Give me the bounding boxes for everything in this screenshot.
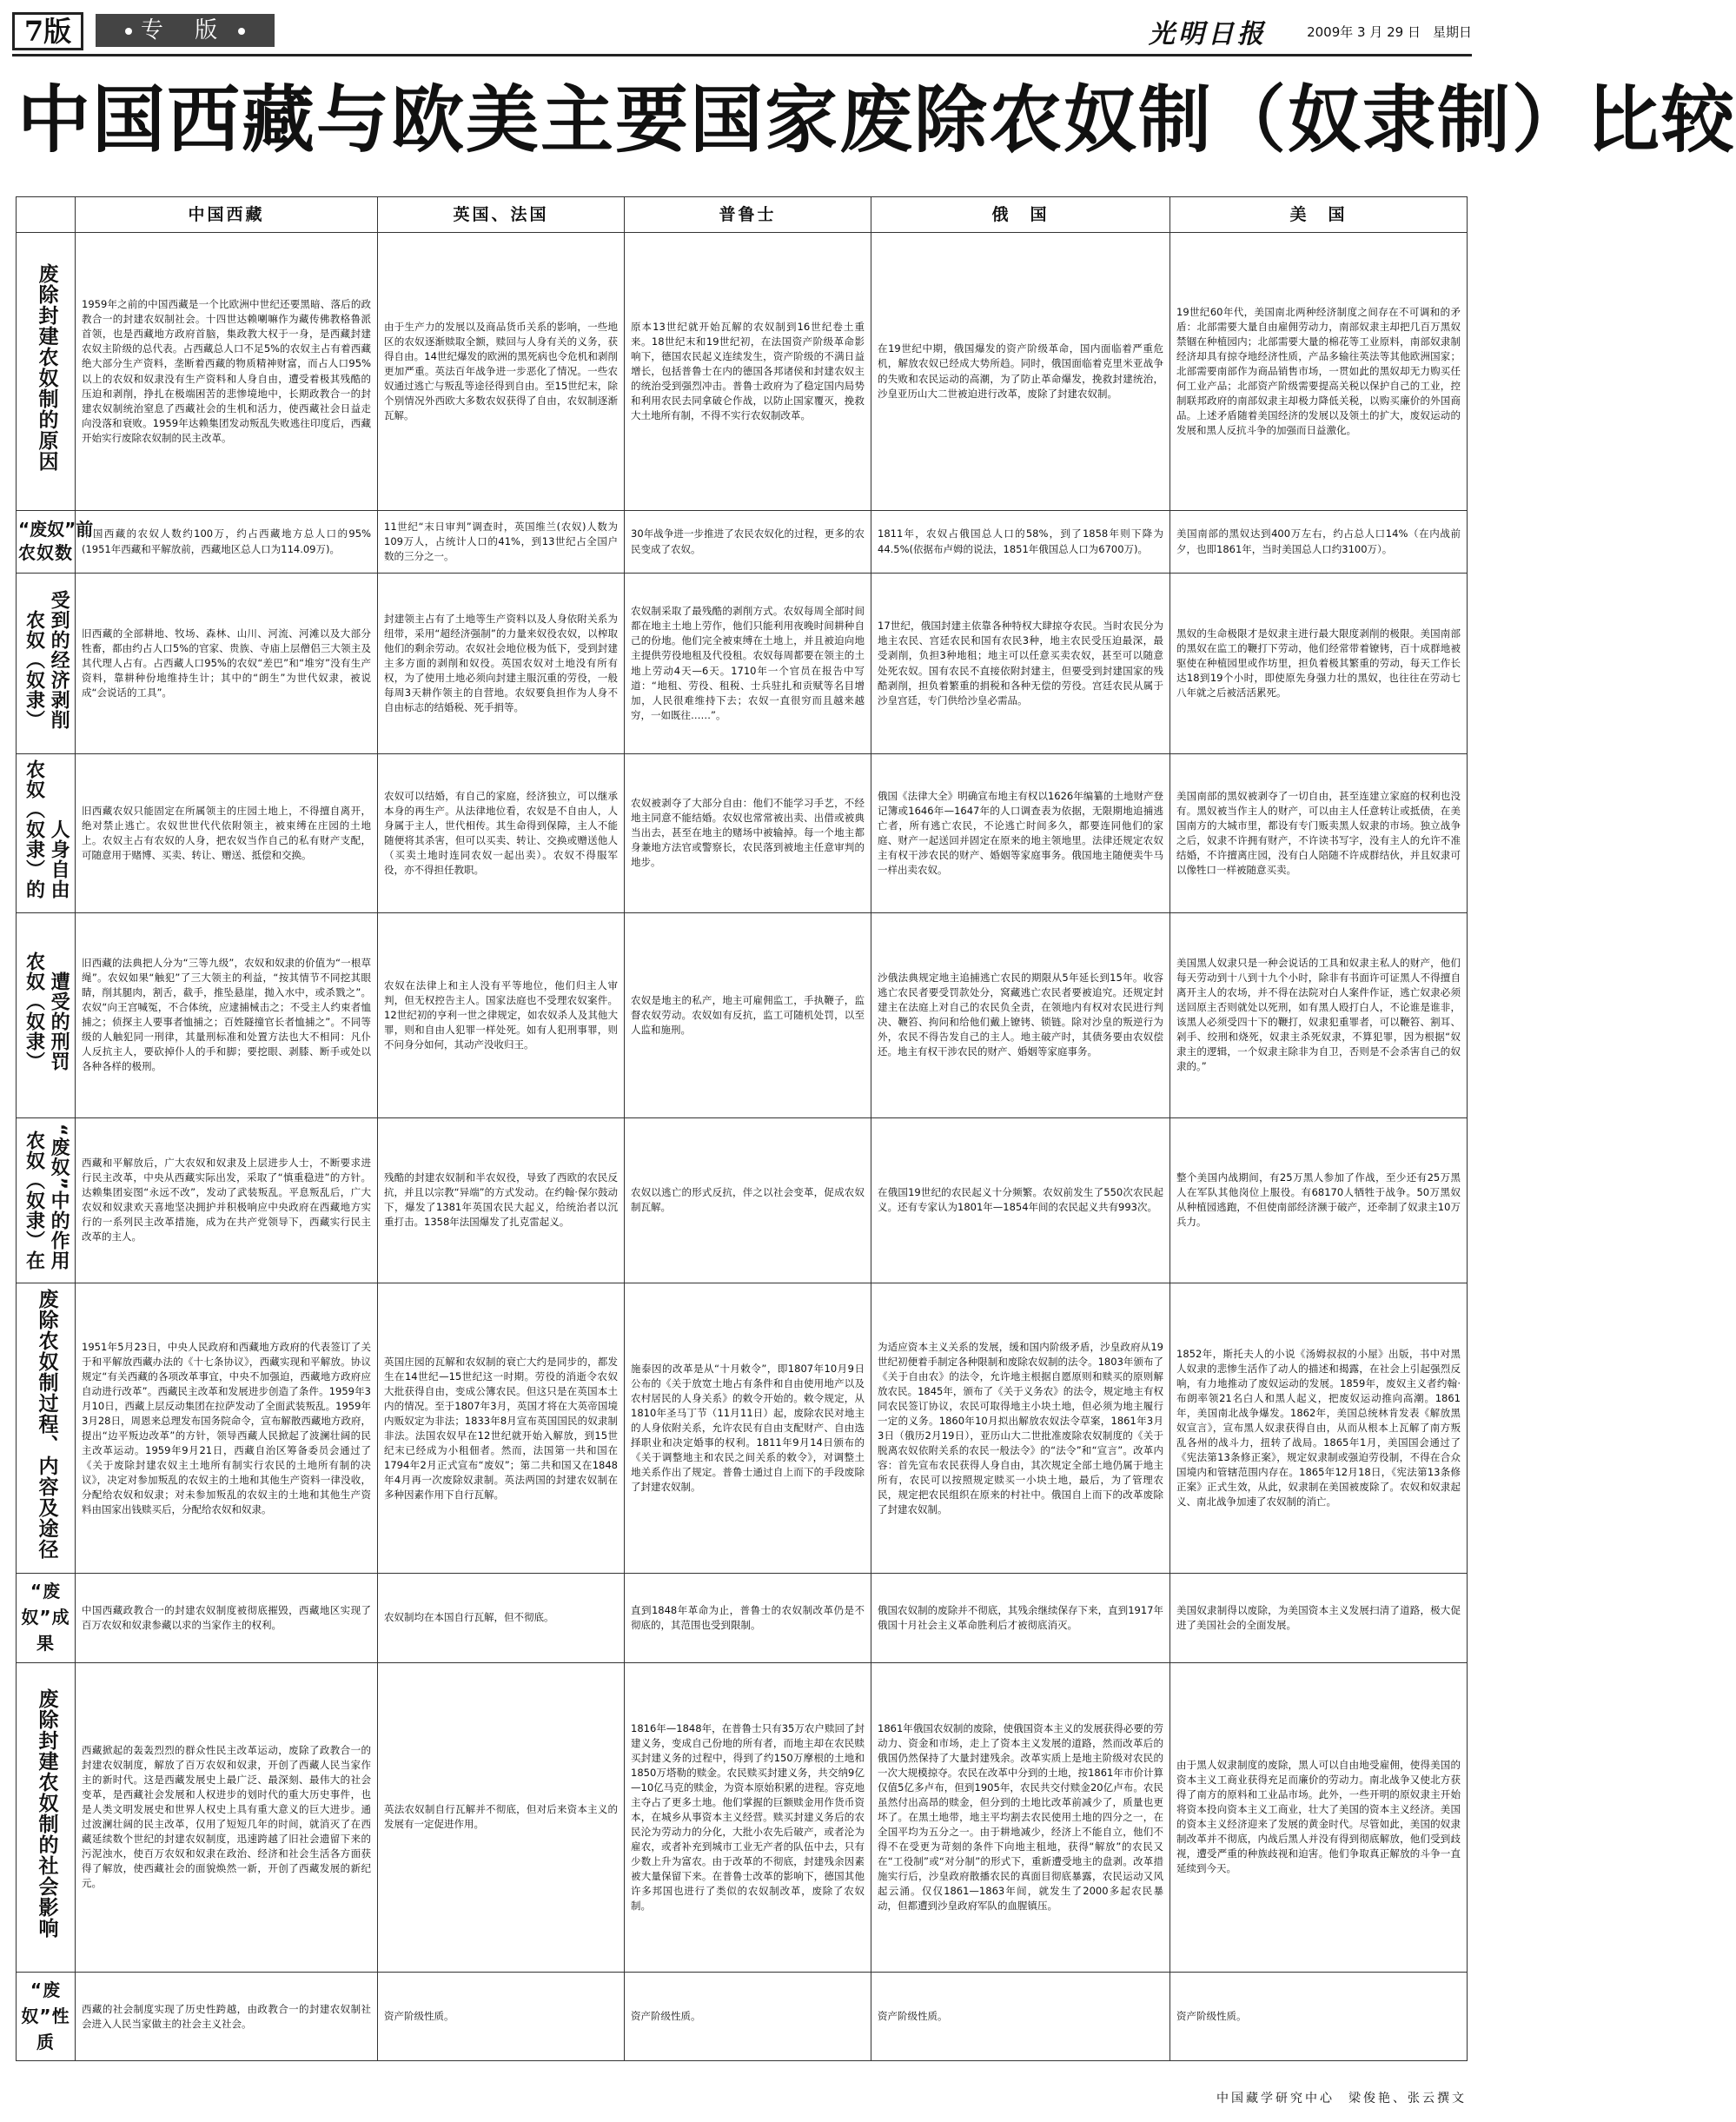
row-header (17, 1283, 76, 1574)
table-cell: 原本13世纪就开始瓦解的农奴制到16世纪卷土重来。18世纪末和19世纪初，在法国资产阶级革命影响下，德国农民起义连续发生，资产阶级的不满日益增长，包括普鲁士在内的德国各邦诸侯和封建农奴主的统治受到强烈冲击。普鲁士政府为了稳定国内局势和利用农民去同拿破仑作战，以防止国家覆灭，挽救大土地所有制，不得不实行农奴制改革。 (625, 233, 871, 511)
table-cell: 由于生产力的发展以及商品货币关系的影响，一些地区的农奴逐渐赎取全额，赎回与人身有关的义务，获得自由。14世纪爆发的欧洲的黑死病也令危机和剥削更加严重。英法百年战争进一步恶化了情况。一些农奴通过逃亡与叛乱等途径得到自由。至15世纪末，除个别情况外西欧大多数农奴获得了自由，农奴制逐渐瓦解。 (378, 233, 625, 511)
row-label: 废除农奴制过程、内容及途径 (35, 1289, 58, 1561)
table-row (17, 574, 1468, 754)
column-header: 普鲁士 (625, 197, 871, 233)
table-row (17, 511, 1468, 574)
row-label: “废奴”性质 (21, 1979, 70, 2052)
table-cell: 旧西藏的法典把人分为“三等九级”，农奴和奴隶的价值为“一根草绳”。农奴如果“触犯”了三大领主的利益，“按其情节不同挖其眼睛，削其腿肉，割舌，截手，推坠悬崖，抛入水中，或杀戮之”。农奴“向王宫喊冤，不合体统，应逮捕械击之；不受主人约束者恤捕之；侦探主人要事者恤捕之；百姓隧撞官长者恤捕之”。不同等级的人触犯同一刑律，其量刑标准和处置方法也大不相同：凡仆人反抗主人，要砍掉仆人的手和脚；要挖眼、剥膝、断手或处以各种各样的极刑。 (76, 912, 378, 1117)
table-cell: 17世纪，俄国封建主依靠各种特权大肆掠夺农民。当时农民分为地主农民、宫廷农民和国有农民3种，地主农民受压迫最深，最受剥削，负担3种地租；地主可以任意买卖农奴，甚至可以随意处死农奴。国有农民不直接依附封建主，但要受到封建国家的残酷剥削，担负着繁重的捐税和各种无偿的劳役。宫廷农民从属于沙皇宫廷，专门供给沙皇必需品。 (871, 574, 1170, 754)
table-cell: 19世纪60年代，美国南北两种经济制度之间存在不可调和的矛盾：北部需要大量自由雇佣劳动力，南部奴隶主却把几百万黑奴禁锢在种植园内；北部需要大量的棉花等工业原料，南部奴隶制经济却具有掠夺地经济性质，产品多输往英法等其他欧洲国家；北部需要南部作为商品销售市场，一贯如此的黑奴却无力购买任何工业产品；北部资产阶级需要提高关税以保护自己的工业，控制联邦政府的南部奴隶主却极力降低关税，以购买廉价的外国商品。上述矛盾随着美国经济的发展以及领土的扩大，废奴运动的发展和黑人反抗斗争的加强而日益激化。 (1170, 233, 1468, 511)
row-label-side: 农奴（奴隶） (23, 951, 45, 1071)
row-label-side: “废奴”中的作用 (48, 1123, 70, 1270)
table-cell: 残酷的封建农奴制和半农奴役，导致了西欧的农民反抗，并且以宗教“异端”的方式发动。在约翰·保尔鼓动下，爆发了1381年英国农民大起义，给统治者以沉重打击。1358年法国爆发了扎克雷起义。 (378, 1117, 625, 1283)
dot-icon (238, 28, 245, 35)
table-cell: 旧西藏农奴只能固定在所属领主的庄园土地上，不得擅自离开，绝对禁止逃亡。农奴世世代代依附领主，被束缚在庄园的土地上。农奴主占有农奴的人身，把农奴当作自己的私有财产支配，可随意用于赌博、买卖、转让、赠送、抵偿和交换。 (76, 754, 378, 913)
row-label: 农奴数 (18, 541, 73, 563)
page-number: 7版 (12, 12, 83, 50)
column-header: 美 国 (1170, 197, 1468, 233)
table-cell: 西藏掀起的轰轰烈烈的群众性民主改革运动，废除了政教合一的封建农奴制度，解放了百万农奴和奴隶，开创了西藏人民当家作主的新时代。这是西藏发展史上最广泛、最深刻、最伟大的社会变革，是西藏社会发展和人权进步的划时代的重大历史事件，也是人类文明发展史和世界人权史上具有重大意义的巨大进步。通过波澜壮阔的民主改革，仅用了短短几年的时间，就消灭了在西藏延续数个世纪的封建农奴制度，迅速跨越了旧社会遗留下来的污泥浊水，使百万农奴和奴隶在政治、经济和社会生活各方面获得了解放，使西藏社会的面貌焕然一新，开创了西藏发展的新纪元。 (76, 1662, 378, 1972)
table-row (17, 754, 1468, 913)
table-cell: 西藏和平解放后，广大农奴和奴隶及上层进步人士，不断要求进行民主改革，中央从西藏实际出发，采取了“慎重稳进”的方针。达赖集团妄图“永远不改”，发动了武装叛乱。平息叛乱后，广大农奴和奴隶欢天喜地坚决拥护并积极响应中央政府在西藏地方实行的一系列民主改革措施，成为在共产党领导下，西藏实行民主改革的主人。 (76, 1117, 378, 1283)
row-label: 农奴（奴隶）在 (23, 1130, 45, 1270)
column-header: 英国、法国 (378, 197, 625, 233)
table-cell: 英国庄园的瓦解和农奴制的衰亡大约是同步的，都发生在14世纪—15世纪这一时期。劳役的消逝令农奴大批获得自由，变成公簿农民。但这只是在英国本土内的情况。至于1807年3月，英国才将在大英帝国境内贩奴定为非法；1833年8月宣布英国国民的奴隶制非法。法国农奴早在12世纪就开始入解放，到15世纪末已经成为小租佃者。然而，法国第一共和国在1794年2月正式宣布“废奴”；第二共和国又在1848年4月再一次废除奴隶制。英法两国的封建农奴制在多种因素作用下自行瓦解。 (378, 1283, 625, 1574)
table-row (17, 1972, 1468, 2061)
table-cell: 农奴被剥夺了大部分自由：他们不能学习手艺，不经地主同意不能结婚。农奴也常常被出卖、出借或被典当出去，甚至在地主的赌场中被输掉。每一个地主都身兼地方法官或警察长，农民落到被地主任意审判的地步。 (625, 754, 871, 913)
table-cell: 美国南部的黑奴达到400万左右，约占总人口14%（在内战前夕，也即1861年，当时美国总人口约3100万）。 (1170, 511, 1468, 574)
row-label: 废除封建农奴制的原因 (35, 263, 58, 473)
table-cell: 1816年—1848年，在普鲁士只有35万农户赎回了封建义务，变成自己份地的所有者，而地主却在农民赎买封建义务的过程中，得到了约150万摩根的土地和1850万塔勒的赎金。农民赎买封建义务，共交纳9亿—10亿马克的赎金，为资本原始积累的进程。容克地主夺占了更多土地。他们掌握的巨额赎金用作货币资本，在城乡从事资本主义经营。赎买封建义务后的农民沦为劳动力的分化，大批小农先后破产，或者沦为雇农，或者补充到城市工业无产者的队伍中去，只有少数上升为富农。由于改革的不彻底，封建残余因素被大量保留下来。在普鲁士改革的影响下，德国其他许多邦国也进行了类似的农奴制改革，废除了农奴制。 (625, 1662, 871, 1972)
table-row (17, 1662, 1468, 1972)
row-header (17, 574, 76, 754)
table-cell: 西藏的社会制度实现了历史性跨越，由政教合一的封建农奴制社会进入人民当家做主的社会主义社会。 (76, 1972, 378, 2061)
row-header (17, 912, 76, 1117)
masthead (12, 12, 1472, 52)
table-cell: 11世纪“末日审判”调查时，英国维兰(农奴)人数为109万人，占统计人口的41%，到13世纪占全国户数的三分之一。 (378, 511, 625, 574)
table-cell: 资产阶级性质。 (871, 1972, 1170, 2061)
row-label: 遭受的刑罚 (48, 971, 70, 1071)
credit-authors: 梁俊艳、张云撰文 (1348, 2092, 1467, 2105)
table-cell: 农奴是地主的私产，地主可雇佣监工，手执鞭子，监督农奴劳动。农奴如有反抗，监工可随机处罚，以至人监和施刑。 (625, 912, 871, 1117)
table-cell: 1951年5月23日，中央人民政府和西藏地方政府的代表签订了关于和平解放西藏办法的《十七条协议》，西藏实现和平解放。协议规定“有关西藏的各项改革事宜，中央不加强迫，西藏地方政府应自动进行改革”。西藏民主改革和发展进步创造了条件。1959年3月10日，西藏上层反动集团在拉萨发动了全面武装叛乱。1959年3月28日，周恩来总理发布国务院命令，宣布解散西藏地方政府，提出“边平叛边改革”的方针，领导西藏人民掀起了波澜壮阔的民主改革运动。1959年9月21日，西藏自治区筹备委员会通过了《关于废除封建农奴主土地所有制实行农民的土地所有制的决议》，决定对参加叛乱的农奴主的土地和其他生产资料一律没收，分配给农奴和奴隶；对未参加叛乱的农奴主的土地和其他生产资料由国家出钱赎买后，分配给农奴和奴隶。 (76, 1283, 378, 1574)
comparison-table (16, 196, 1468, 2061)
row-label: “废奴”成果 (21, 1581, 70, 1654)
page-headline: 中国西藏与欧美主要国家废除农奴制（奴隶制）比较 (17, 77, 1736, 162)
row-label: 人身自由 (48, 819, 70, 899)
row-header (17, 233, 76, 511)
table-cell: 沙俄法典规定地主追捕逃亡农民的期限从5年延长到15年。收容逃亡农民者要受罚款处分，窝藏逃亡农民者要被追究。还规定封建主在法庭上对自己的农民负全责，在领地内有权对农民进行判决、鞭笞、拘问和给他们戴上镣铐、锁链。除对沙皇的叛逆行为外，农民不得告发自己的主人。地主破产时，其债务要由农奴偿还。地主有权干涉农民的财产、婚姻等家庭事务。 (871, 912, 1170, 1117)
issue-date: 2009年 3 月 29 日 (1307, 24, 1421, 40)
table-cell: 美国黑人奴隶只是一种会说话的工具和奴隶主私人的财产，他们每天劳动到十八到十九个小时，除非有书面许可证黑人不得擅自离开主人的农场，并不得在法院对白人案件作证，逃亡奴隶必须送回原主否则就处以死刑，如有黑人殴打白人，不论谁是谁非，该黑人必须受四十下的鞭打，奴隶犯重罪者，可以鞭笞、割耳、剁手、绞刑和烧死，奴隶主杀死奴隶，不算犯罪，因为根据“奴隶主的逻辑，一个奴隶主除非为自卫，否则是不会杀害自己的奴隶的。” (1170, 912, 1468, 1117)
dot-icon (125, 28, 132, 35)
row-header (17, 511, 94, 574)
table-row (17, 1117, 1468, 1283)
table-cell: 中国西藏政教合一的封建农奴制度被彻底摧毁，西藏地区实现了百万农奴和奴隶参藏以求的当家作主的权利。 (76, 1574, 378, 1663)
table-cell: 1959年之前的中国西藏是一个比欧洲中世纪还要黑暗、落后的政教合一的封建农奴制社会。十四世达赖喇嘛作为藏传佛教格鲁派首领，也是西藏地方政府首脑，集政教大权于一身，是西藏封建农奴主阶级的总代表。占西藏总人口不足5%的农奴主占有着西藏绝大部分生产资料，垄断着西藏的物质精神财富，而占人口95%以上的农奴和奴隶没有生产资料和人身自由，遭受着极其残酷的压迫和剥削，挣扎在极端困苦的悲惨境地中，长期政教合一的封建农奴制统治窒息了西藏社会的生机和活力，使西藏社会日益走向没落和衰败。1959年达赖集团发动叛乱失败逃往印度后，西藏开始实行废除农奴制的民主改革。 (76, 233, 378, 511)
table-cell: 整个美国内战期间，有25万黑人参加了作战，至少还有25万黑人在军队其他岗位上服役。有68170人牺牲于战争。50万黑奴从种植园逃跑，不但使南部经济濒于破产，还牵制了奴隶主10万兵力。 (1170, 1117, 1468, 1283)
table-cell: 在19世纪中期，俄国爆发的资产阶级革命，国内面临着严重危机，解放农奴已经成大势所趋。同时，俄国面临着克里米亚战争的失败和农民运动的高潮，为了防止革命爆发，挽救封建统治，沙皇亚历山大二世被迫进行改革，废除了封建农奴制。 (871, 233, 1170, 511)
table-cell: 封建领主占有了土地等生产资料以及人身依附关系为纽带，采用“超经济强制”的力量来奴役农奴，以榨取他们的剩余劳动。农奴社会地位极为低下，受到封建主多方面的剥削和奴役。英国农奴对土地没有所有权，为了使用土地必须向封建主服沉重的劳役，一般每周3天耕作领主的自营地。农奴要負担作为人身不自由标志的结婚税、死手捐等。 (378, 574, 625, 754)
newspaper-logo: 光明日报 (1149, 19, 1267, 50)
table-cell: 资产阶级性质。 (1170, 1972, 1468, 2061)
table-cell: 农奴可以结婚，有自己的家庭，经济独立，可以继承本身的再生产。从法律地位看，农奴是不自由人，人身属于主人，世代相传。其生命得到保障，主人不能随便将其杀害，但可以买卖、转让、交换或赠送他人（买卖土地时连同农奴一起出卖）。农奴不得服军役，亦不得担任教职。 (378, 754, 625, 913)
table-row (17, 1283, 1468, 1574)
date-line (1295, 23, 1472, 41)
table-cell: 资产阶级性质。 (378, 1972, 625, 2061)
row-label-top: “废奴”前 (18, 518, 94, 540)
table-cell: 俄国农奴制的废除并不彻底，其残余继续保存下来，直到1917年俄国十月社会主义革命胜利后才被彻底消灭。 (871, 1574, 1170, 1663)
table-cell: 旧西藏的全部耕地、牧场、森林、山川、河流、河滩以及大部分牲畜，都由约占人口5%的官家、贵族、寺庙上层僧侣三大领主及其代理人占有。占西藏人口95%的农奴“差巴”和“堆穷”没有生产资料，靠耕种份地维持生计；其中的“朗生”为世代奴隶，被说成“会说话的工具”。 (76, 574, 378, 754)
row-label-side: 农奴（奴隶） (23, 609, 45, 730)
table-cell: 黑奴的生命极限才是奴隶主进行最大限度剥削的极限。美国南部的黑奴在监工的鞭打下劳动，他们经常带着镣铐，百十成群地被驱使在种植园里或作坊里，担负着极其繁重的劳动，每天工作长达18到19个小时，即使原先身强力壮的黑奴，也往往在劳动七八年就之后被活活累死。 (1170, 574, 1468, 754)
row-header (17, 1662, 76, 1972)
column-header: 俄 国 (871, 197, 1170, 233)
credit-org: 中国藏学研究中心 (1216, 2092, 1335, 2105)
row-header (17, 754, 76, 913)
row-label: 废除封建农奴制的社会影响 (35, 1688, 58, 1939)
table-header-row (17, 197, 1468, 233)
table-cell: 中国西藏的农奴人数约100万，约占西藏地方总人口的95%(1951年西藏和平解放前，西藏地区总人口为114.09万)。 (76, 511, 378, 574)
table-cell: 由于黑人奴隶制度的废除，黑人可以自由地受雇佣，使得美国的资本主义工商业获得充足而廉价的劳动力。南北战争又使北方获得了南方的原料和工业品市场。此外，一些开明的原奴隶主开始将资本投向资本主义工商业，壮大了美国的资本主义经济。美国的资本主义经济迎来了发展的黄金时代。尽管如此，美国的奴隶制改革并不彻底，内战后黑人并没有得到彻底解放，他们受到歧视，遭受严重的种族歧视和迫害。他们争取真正解放的斗争一直延续到今天。 (1170, 1662, 1468, 1972)
row-header (17, 1117, 76, 1283)
row-label: 受到的经济剥削 (48, 589, 70, 730)
table-cell: 直到1848年革命为止，普鲁士的农奴制改革仍是不彻底的，其范围也受到限制。 (625, 1574, 871, 1663)
row-header (17, 1972, 76, 2061)
table-row (17, 912, 1468, 1117)
table-cell: 美国南部的黑奴被剥夺了一切自由，甚至连建立家庭的权利也没有。黑奴被当作主人的财产，可以由主人任意转让或抵债，在美国南方的大城市里，都设有专门贩卖黑人奴隶的市场。独立战争之后，奴隶不许拥有财产，不许读书写字，没有主人的允许不准结婚，不许擅离庄园，没有白人陪随不许成群结伙，并且奴隶可以像牲口一样被随意买卖。 (1170, 754, 1468, 913)
table-cell: 农奴制均在本国自行瓦解，但不彻底。 (378, 1574, 625, 1663)
table-cell: 1852年，斯托夫人的小说《汤姆叔叔的小屋》出版，书中对黑人奴隶的悲惨生活作了动人的描述和揭露，在社会上引起强烈反响，有力地推动了废奴运动的发展。1859年，废奴主义者约翰·布朗率领21名白人和黑人起义，把废奴运动推向高潮。1861年，美国南北战争爆发。1862年，美国总统林肯发表《解放黑奴宣言》，宣布黑人奴隶获得自由，从而从根本上瓦解了南方叛乱各州的战斗力，扭转了战局。1865年1月，美国国会通过了《宪法第13条修正案》，规定奴隶制或强迫劳役制，不得在合众国境内和管辖范围内存在。1865年12月18日，《宪法第13条修正案》正式生效，从此，奴隶制在美国被废除了。农奴和奴隶起义、南北战争加速了农奴制的消亡。 (1170, 1283, 1468, 1574)
table-cell: 农奴以逃亡的形式反抗，伴之以社会变革，促成农奴制瓦解。 (625, 1117, 871, 1283)
table-cell: 为适应资本主义关系的发展，缓和国内阶级矛盾，沙皇政府从19世纪初便着手制定各种限制和废除农奴制的法令。1803年颁布了《关于自由农》的法令，允许地主根据自愿原则和赎买的原则解放农民。1845年，颁布了《关于义务农》的法令，规定地主有权同农民签订协议，农民可取得地主小块土地，但必须为地主履行一定的义务。1860年10月拟出解放农奴法令草案，1861年3月3日（俄历2月19日），亚历山大二世批准废除农奴制度的《关于脱离农奴依附关系的农民一般法令》的“法令”和“宣言”。改革内容：首先宣布农民获得人身自由，其次规定全部土地仍属于地主所有，农民可以按照规定赎买一小块土地，最后，为了管理农民，规定把农民组织在原来的村社中。俄国自上而下的改革废除了封建农奴制。 (871, 1283, 1170, 1574)
section-tag (96, 14, 275, 47)
row-label-side: 农奴（奴隶）的 (23, 759, 45, 899)
row-header (17, 1574, 76, 1663)
corner-cell (17, 197, 76, 233)
author-credit (1203, 2089, 1467, 2106)
table-cell: 农奴在法律上和主人没有平等地位，他们归主人审判，但无权控告主人。国家法庭也不受理农奴案件。12世纪初的亨利一世之律规定，如农奴杀人及其他大罪，则和自由人犯罪一样处死。如有人犯刑事罪，则不问身分如何，其动产没收归王。 (378, 912, 625, 1117)
table-cell: 在俄国19世纪的农民起义十分频繁。农奴前发生了550次农民起义。还有专家认为1801年—1854年间的农民起义共有993次。 (871, 1117, 1170, 1283)
table-row (17, 233, 1468, 511)
table-cell: 30年战争进一步推进了农民农奴化的过程，更多的农民变成了农奴。 (625, 511, 871, 574)
table-cell: 农奴制采取了最残酷的剥削方式。农奴每周全部时间都在地主土地上劳作，他们只能利用夜晚时间耕种自己的份地。他们完全被束缚在土地上，并且被迫向地主提供劳役地租及代役租。农奴每周都要在领主的土地上劳动4天—6天。1710年一个官员在报告中写道：“地租、劳役、租税、士兵驻扎和贡赋等名目增加，人民很难维持下去；农奴一直很穷而且越来越穷，一如既往……”。 (625, 574, 871, 754)
section-label: 专 版 (140, 17, 230, 43)
table-row (17, 1574, 1468, 1663)
issue-weekday: 星期日 (1432, 24, 1472, 40)
column-header: 中国西藏 (76, 197, 378, 233)
table-cell: 1861年俄国农奴制的废除，使俄国资本主义的发展获得必要的劳动力、资金和市场，走上了资本主义发展的道路，然而改革后的俄国仍然保持了大量封建残余。改革实质上是地主阶级对农民的一次大规模掠夺。农民在改革中分到的土地，按1861年市价计算仅值5亿多卢布，但到1905年，农民共交付赎金20亿卢布。农民虽然付出高昂的赎金，但分到的土地比改革前减少了，质量也更坏了。在黑土地带，地主平均割去农民使用土地的四分之一，在全国平均为五分之一。由于耕地减少，经济上不能自立，他们不得不在受更为苛刻的条件下向地主租地，获得“解放”的农民又在“工役制”或“对分制”的形式下，重新遭受地主的盘剥。改革措施实行后，沙皇政府散播农民的真面目彻底暴露，农民运动又风起云涌。仅仅1861—1863年间，就发生了2000多起农民暴动，但都遭到沙皇政府军队的血腥镇压。 (871, 1662, 1170, 1972)
masthead-rule (12, 54, 1472, 56)
table-cell: 施泰因的改革是从“十月敕令”，即1807年10月9日公布的《关于放宽土地占有条件和自由使用地产以及农村居民的人身关系》的敕令开始的。敕令规定，从1810年圣马丁节（11月11日）起，废除农民对地主的人身依附关系，允许农民有自由支配财产、自由选择职业和决定婚事的权利。1811年9月14日颁布的《关于调整地主和农民之间关系的敕令》，对调整土地关系作出了规定。普鲁士通过自上而下的手段废除了封建农奴制。 (625, 1283, 871, 1574)
table-cell: 资产阶级性质。 (625, 1972, 871, 2061)
table-cell: 英法农奴制自行瓦解并不彻底，但对后来资本主义的发展有一定促进作用。 (378, 1662, 625, 1972)
table-cell: 美国奴隶制得以废除，为美国资本主义发展扫清了道路，极大促进了美国社会的全面发展。 (1170, 1574, 1468, 1663)
table-cell: 1811年，农奴占俄国总人口的58%，到了1858年则下降为44.5%(依据布卢姆的说法，1851年俄国总人口为6700万)。 (871, 511, 1170, 574)
table-cell: 俄国《法律大全》明确宣布地主有权以1626年编纂的土地财产登记簿或1646年—1647年的人口调查表为依据，无限期地追捕逃亡者，所有逃亡农民，不论逃亡时间多久，都要连同他们的家庭、财产一起送回并固定在原来的地主领地里。法律还规定农奴主有权干涉农民的财产、婚姻等家庭事务。俄国地主随便卖牛马一样出卖农奴。 (871, 754, 1170, 913)
